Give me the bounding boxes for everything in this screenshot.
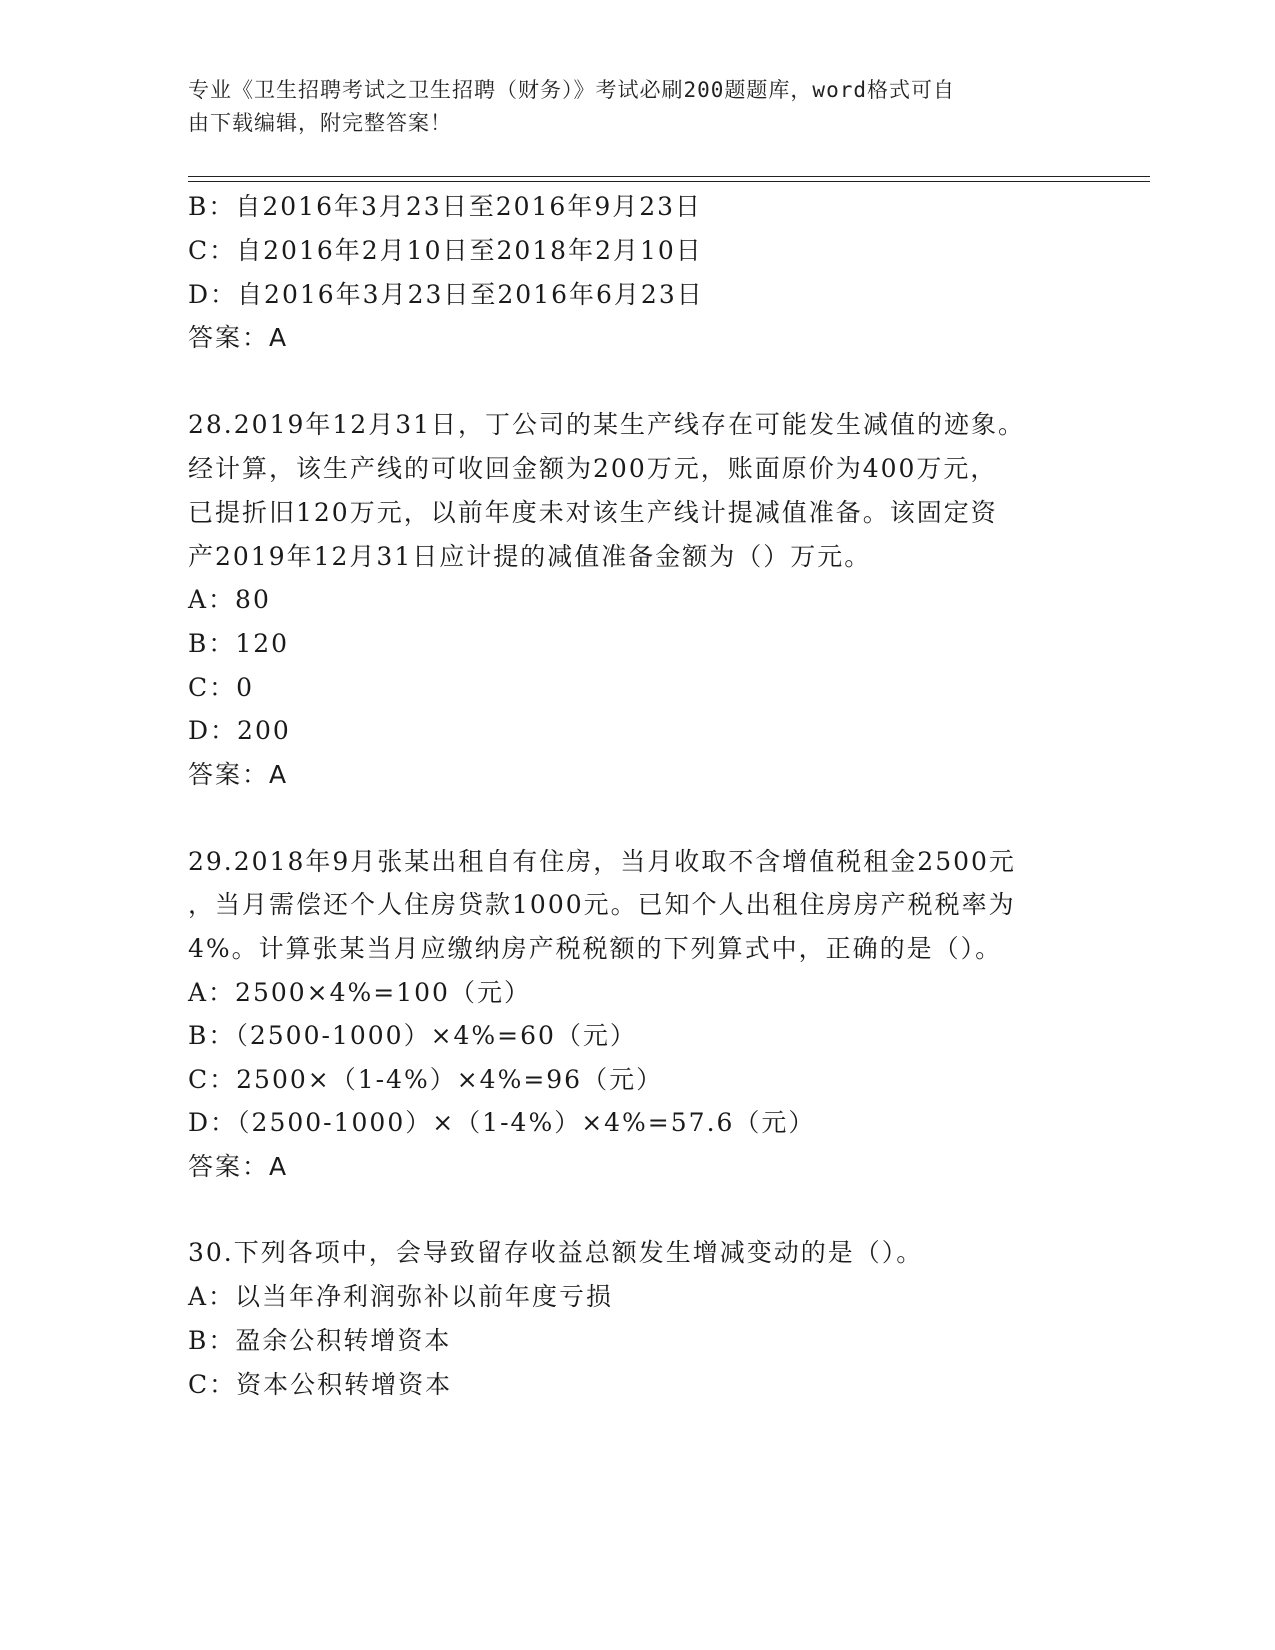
- q27-option-b: B：自2016年3月23日至2016年9月23日: [188, 192, 703, 221]
- header-line-1: 专业《卫生招聘考试之卫生招聘（财务）》考试必刷200题题库，word格式可自: [188, 78, 955, 102]
- q28-stem-line-1: 28.2019年12月31日，丁公司的某生产线存在可能发生减值的迹象。: [188, 410, 1026, 439]
- q28-stem-line-4: 产2019年12月31日应计提的减值准备金额为（）万元。: [188, 542, 872, 571]
- q28-option-c: C：0: [188, 673, 255, 702]
- q28-option-b: B：120: [188, 629, 290, 658]
- q29-answer: 答案：A: [188, 1152, 289, 1181]
- q27-option-c: C：自2016年2月10日至2018年2月10日: [188, 236, 703, 265]
- q27-option-d: D：自2016年3月23日至2016年6月23日: [188, 280, 704, 309]
- q29-option-a: A：2500×4%=100（元）: [188, 978, 531, 1007]
- q29-option-b: B：（2500-1000）×4%=60（元）: [188, 1021, 637, 1050]
- q29-stem-line-1: 29.2018年9月张某出租自有住房，当月收取不含增值税租金2500元: [188, 847, 1016, 876]
- q29-option-c: C：2500×（1-4%）×4%=96（元）: [188, 1065, 664, 1094]
- q28-stem-line-3: 已提折旧120万元，以前年度未对该生产线计提减值准备。该固定资: [188, 498, 998, 527]
- q27-answer: 答案：A: [188, 323, 289, 352]
- q28-option-a: A：80: [188, 585, 271, 614]
- document-header: [188, 74, 1088, 140]
- q28-stem-line-2: 经计算，该生产线的可收回金额为200万元，账面原价为400万元，: [188, 454, 998, 483]
- q29-stem-line-3: 4%。计算张某当月应缴纳房产税税额的下列算式中，正确的是（）。: [188, 934, 1003, 963]
- header-line-2: 由下载编辑，附完整答案！: [188, 111, 452, 135]
- q30-option-a: A：以当年净利润弥补以前年度亏损: [188, 1282, 614, 1311]
- header-divider-bottom: [188, 181, 1150, 182]
- header-divider-top: [188, 176, 1150, 177]
- q28-option-d: D：200: [188, 716, 291, 745]
- q28-answer: 答案：A: [188, 760, 289, 789]
- q30-option-b: B：盈余公积转增资本: [188, 1326, 452, 1355]
- q29-stem-line-2: ，当月需偿还个人住房贷款1000元。已知个人出租住房房产税税率为: [188, 890, 1016, 919]
- q30-option-c: C：资本公积转增资本: [188, 1370, 453, 1399]
- q30-stem-line-1: 30.下列各项中，会导致留存收益总额发生增减变动的是（）。: [188, 1238, 924, 1267]
- q29-option-d: D：（2500-1000）×（1-4%）×4%=57.6（元）: [188, 1108, 816, 1137]
